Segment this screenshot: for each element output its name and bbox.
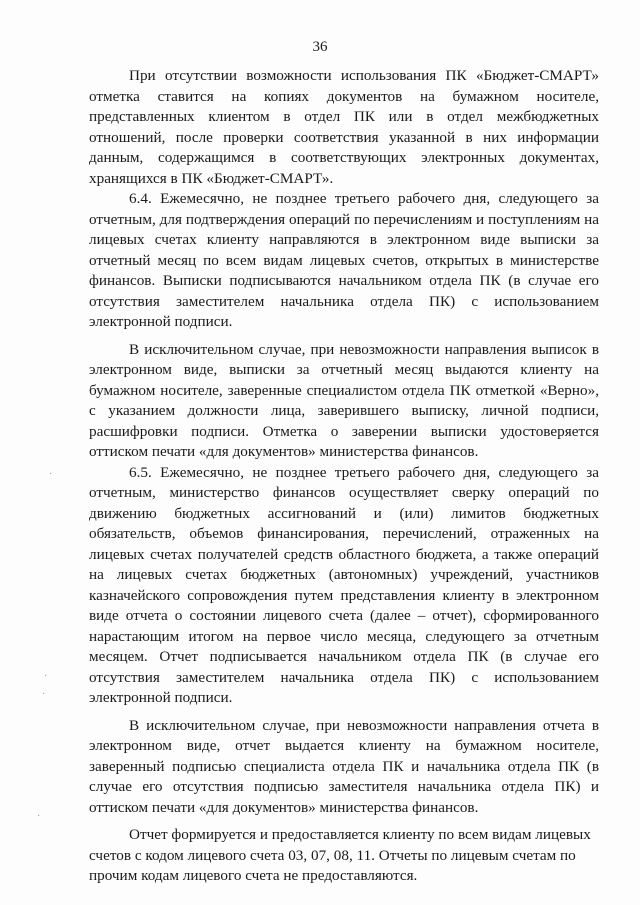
page-number: 36 — [312, 39, 328, 55]
paragraph: В исключительном случае, при невозможности направления отчета в электронном виде, отчет выдается клиенту на бумажном носителе, заверенный подписью специалиста отдела ПК и начальника отдела ПК (в случае его отсутствия подписью заместителя начальника отдела ПК) и оттиском печати «для документов» министерства финансов. — [89, 716, 599, 816]
paragraph: Отчет формируется и предоставляется клиенту по всем видам лицевых счетов с кодом лицевого счета 03, 07, 08, 11. Отчеты по лицевым счетам по прочим кодам лицевого счета не предоставляются. — [89, 826, 591, 884]
scan-speck: · — [37, 811, 41, 822]
paragraph-section-6-5: 6.5. Ежемесячно, не позднее третьего рабочего дня, следующего за отчетным, министерство финансов осуществляет сверку операций по движению бюджетных ассигнований и (или) лимитов бюджетных обязательств, объемов финансирования, перечислений, отраженных на лицевых счетах получателей средств областного бюджета, а также операций на лицевых счетах бюджетных (автономных) учреждений, участников казначейского сопровождения путем представления клиенту в электронном виде отчета о состоянии лицевого счета (далее – отчет), сформированного нарастающим итогом на первое число месяца, следующего за отчетным месяцем. Отчет подписывается начальником отдела ПК (в случае его отсутствия заместителем начальника отдела ПК) с использованием электронной подписи. — [89, 463, 599, 706]
paragraph-section-6-4: 6.4. Ежемесячно, не позднее третьего рабочего дня, следующего за отчетным, для подтверждения операций по перечислениям и поступлениям на лицевых счетах клиенту направляются в электронном виде выписки за отчетный месяц по всем видам лицевых счетов, открытых в министерстве финансов. Выписки подписываются начальником отдела ПК (в случае его отсутствия заместителем начальника отдела ПК) с использованием электронной подписи. — [89, 190, 599, 330]
scan-speck: · — [49, 469, 53, 480]
paragraph: При отсутствии возможности использования ПК «Бюджет-СМАРТ» отметка ставится на копиях документов на бумажном носителе, представленных клиентом в отдел ПК или в отдел межбюджетных отношений, после проверки соответствия указанной в них информации данным, содержащимся в соответствующих электронных документах, хранящихся в ПК «Бюджет-СМАРТ». — [89, 67, 599, 187]
scan-speck: · — [42, 689, 46, 700]
document-body — [89, 66, 599, 887]
scan-speck: · — [44, 671, 48, 682]
paragraph: В исключительном случае, при невозможности направления выписок в электронном виде, выписки за отчетный месяц выдаются клиенту на бумажном носителе, заверенные специалистом отдела ПК отметкой «Верно», с указанием должности лица, заверившего выписку, личной подписи, расшифровки подписи. Отметка о заверении выписки удостоверяется оттиском печати «для документов» министерства финансов. — [89, 340, 599, 460]
